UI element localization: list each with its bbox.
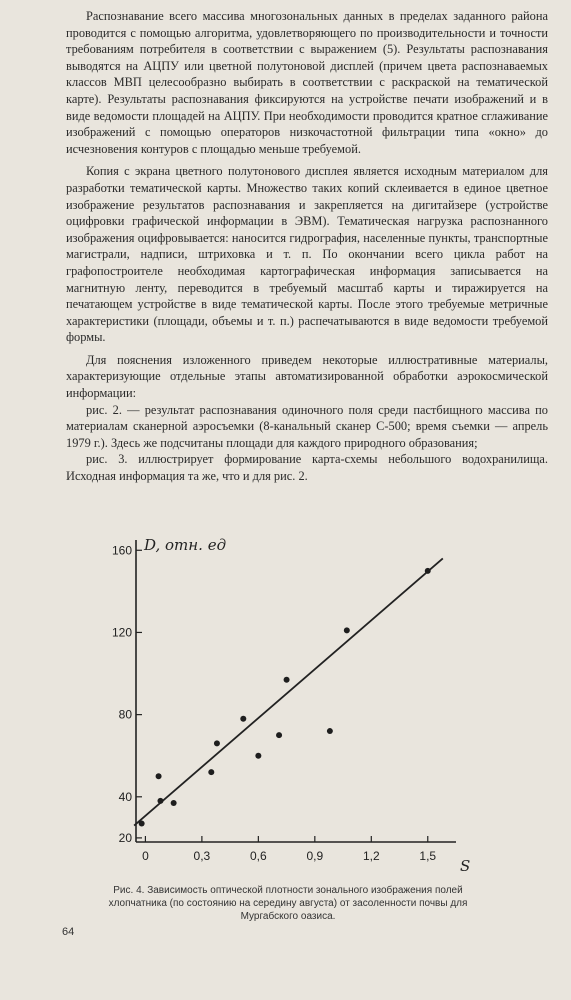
y-tick-label: 120 [111, 625, 132, 640]
paragraph-2: Копия с экрана цветного полутонового дисплея является исходным материалом для разработки тематической карты. Множество таких копий склеивается в единое цветное изображение результатов распознавания и закрепляется на дигитайзере (устройстве оцифровки графической информации в ЭВМ). Тематическая нагрузка распознанного изображения оцифровывается: наносится гидрография, населенные пункты, транспортные магистрали, надписи, штриховка и т. п. По окончании всего цикла работ на графопостроителе необходимая картографическая информация записывается на магнитную ленту, переводится в требуемый масштаб карты и тиражируется на печатающем устройстве в виде тематической карты. После этого требуемые метричные характеристики (площади, объемы и т. п.) распечатываются в виде ведомости требуемой формы. [66, 164, 548, 345]
data-point [156, 773, 162, 779]
figure-4-chart [100, 526, 480, 871]
x-tick-label: 0,9 [306, 849, 324, 863]
x-tick-label: 0 [142, 849, 149, 863]
scatter-plot [100, 526, 480, 871]
y-axis-label: D, отн. ед [144, 536, 227, 554]
data-point [344, 627, 350, 633]
figure-caption: Рис. 4. Зависимость оптической плотности зонального изображения полей хлопчатника (по состоянию на середину августа) от засоленности почвы для Мургабского оазиса. [108, 885, 468, 922]
data-point [208, 769, 214, 775]
data-point [255, 753, 261, 759]
data-point [214, 740, 220, 746]
data-point [284, 677, 290, 683]
x-tick-label: 0,3 [193, 849, 211, 863]
data-point [327, 728, 333, 734]
page-number: 64 [62, 926, 75, 938]
y-tick-label: 80 [118, 707, 132, 722]
data-point [139, 821, 145, 827]
data-point [240, 716, 246, 722]
trend-line [134, 558, 443, 825]
x-tick-label: 1,5 [419, 849, 437, 863]
data-point [171, 800, 177, 806]
y-tick-label: 160 [111, 543, 132, 558]
paragraph-1: Распознавание всего массива многозональных данных в пределах заданного района проводится с помощью алгоритма, удовлетворяющего по производительности и точности требованиям потребителя в соответствии с выражением (5). Результаты распознавания выводятся на АЦПУ или цветной полутоновой дисплей (причем цвета распознаваемых классов МВП целесообразно выбирать в соответствии с раскраской на тематической карте). Результаты распознавания фиксируются на устройстве печати изображений и в виде ведомости площадей на АЦПУ. При необходимости проводится кратное сглаживание изображений с помощью операторов низкочастотной фильтрации типа «окно» до исчезновения контуров с площадью меньше требуемой. [66, 9, 548, 156]
y-tick-label: 20 [118, 830, 132, 845]
body-text [66, 8, 548, 485]
paragraph-4: рис. 2. — результат распознавания одиночного поля среди пастбищного массива по материалам сканерной аэросъемки (8-канальный сканер С-500; время съемки — апрель 1979 г.). Здесь же подсчитаны площади для каждого природного образования; [66, 402, 548, 450]
paragraph-5: рис. 3. иллюстрирует формирование карта-схемы небольшого водохранилища. Исходная информация та же, что и для рис. 2. [66, 452, 548, 484]
data-point [276, 732, 282, 738]
data-point [157, 798, 163, 804]
x-axis-label: S [460, 857, 471, 871]
y-tick-label: 40 [118, 789, 132, 804]
paragraph-3: Для пояснения изложенного приведем некоторые иллюстративные материалы, характеризующие отдельные этапы автоматизированной обработки аэрокосмической информации: [66, 352, 548, 401]
x-tick-label: 1,2 [362, 849, 380, 863]
data-point [425, 568, 431, 574]
x-tick-label: 0,6 [250, 849, 267, 863]
